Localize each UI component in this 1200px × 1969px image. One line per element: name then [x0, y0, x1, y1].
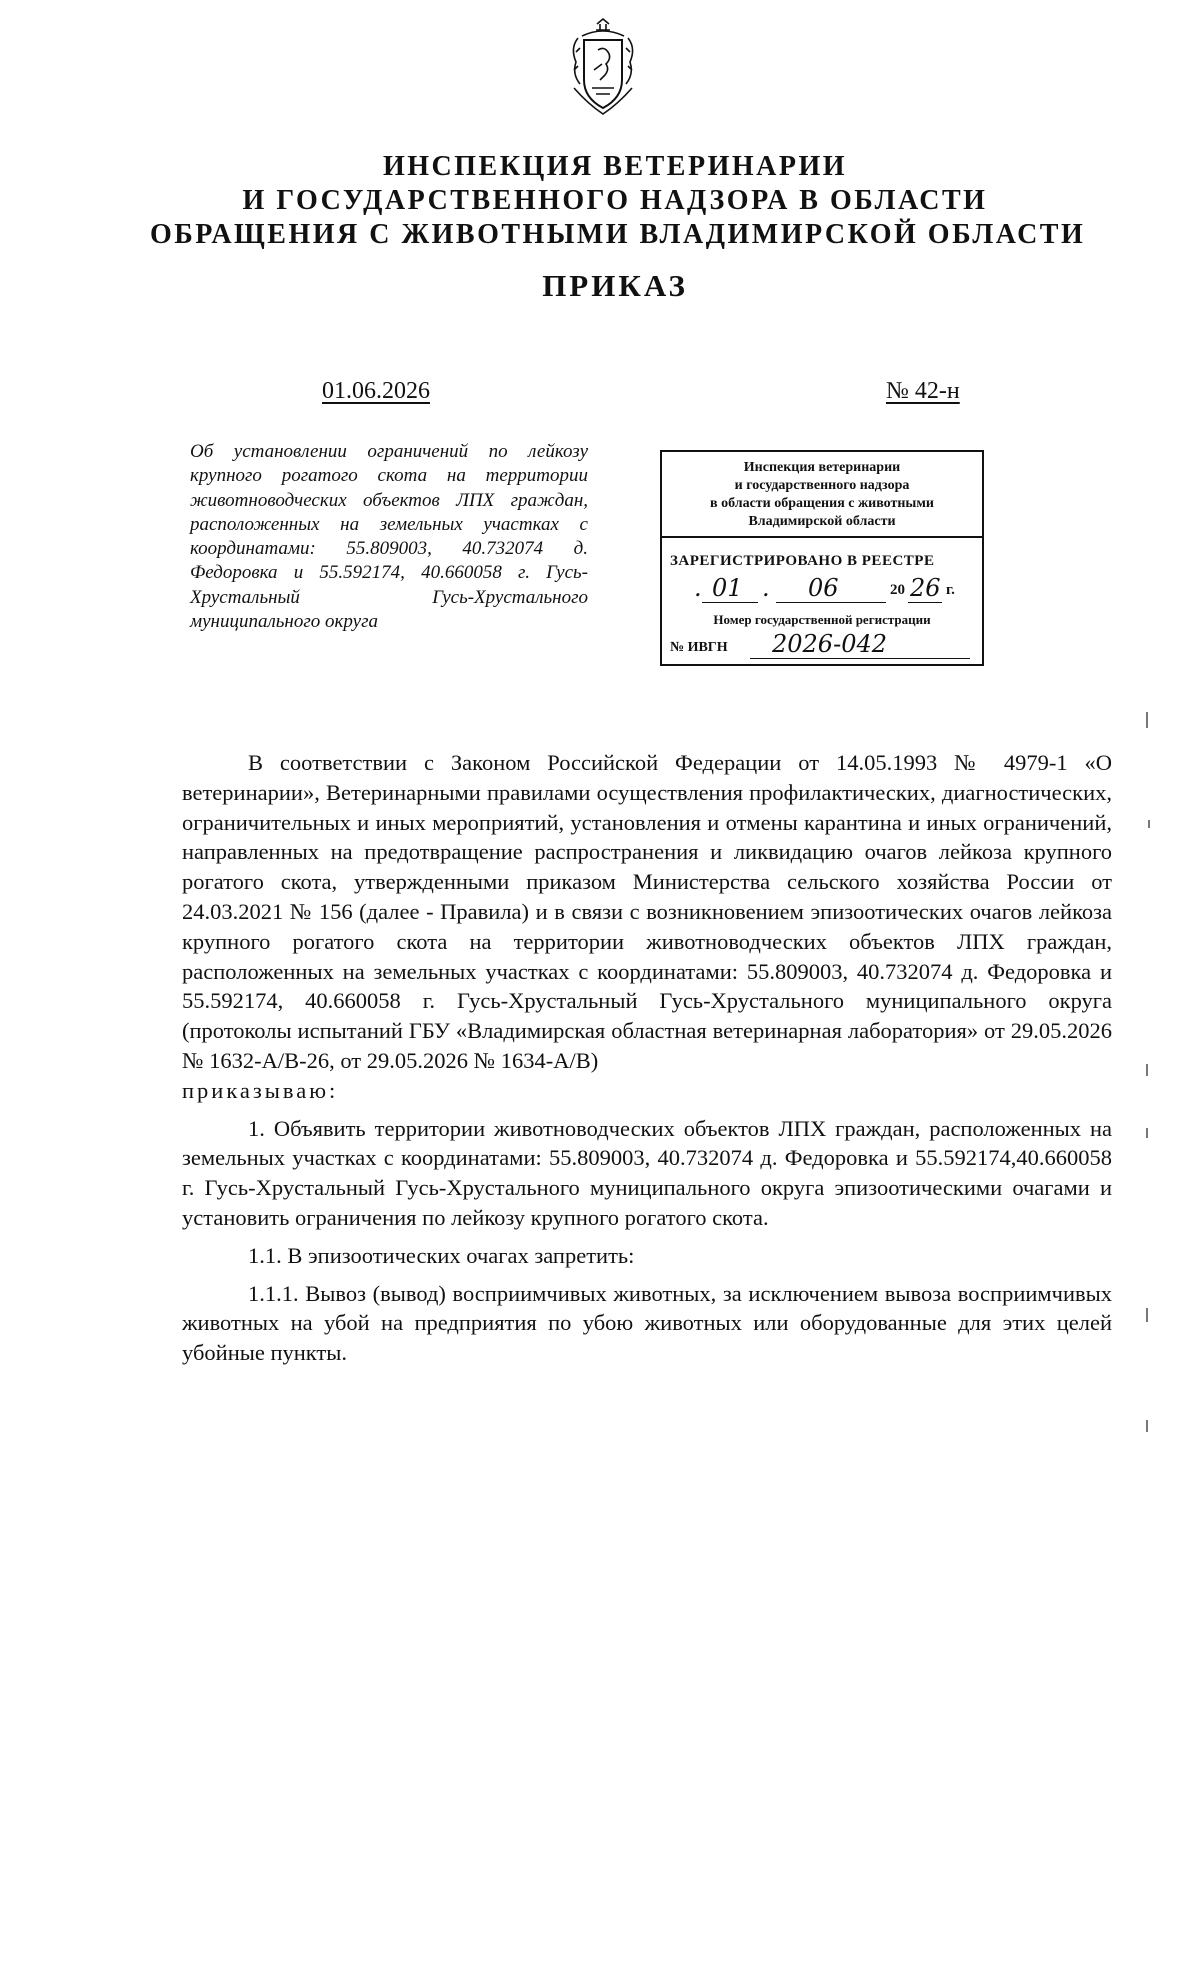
stamp-organization	[662, 452, 982, 538]
stamp-month: 06	[808, 574, 839, 602]
stamp-year-prefix: 20	[890, 582, 905, 598]
stamp-day: 01	[712, 574, 743, 602]
stamp-number-row	[662, 630, 982, 664]
body-item-1-1-1: 1.1.1. Вывоз (вывод) восприимчивых животных, за исключением вывоза восприимчивых животных на убой на предприятия по убою животных или оборудованные для этих целей убойные пункты.	[182, 1280, 1112, 1366]
stamp-organization-line: Владимирской области	[748, 514, 896, 529]
stamp-organization-line: в области обращения с животными	[710, 496, 934, 511]
stamp-date-dot: .	[762, 574, 770, 602]
scan-mark	[1146, 1420, 1148, 1432]
stamp-date-dot: .	[694, 574, 702, 602]
organization-line: ОБРАЩЕНИЯ С ЖИВОТНЫМИ ВЛАДИМИРСКОЙ ОБЛАСТИ	[150, 219, 1086, 250]
stamp-number-label: Номер государственной регистрации	[713, 612, 931, 627]
scan-mark	[1146, 712, 1148, 728]
registration-stamp	[660, 450, 984, 666]
body-order-word: приказываю:	[182, 1077, 339, 1103]
body-item-1-1: 1.1. В эпизоотических очагах запретить:	[248, 1242, 635, 1268]
organization-line: И ГОСУДАРСТВЕННОГО НАДЗОРА В ОБЛАСТИ	[242, 185, 988, 216]
stamp-number-line	[750, 658, 970, 659]
body-preamble: В соответствии с Законом Российской Федерации от 14.05.1993 № 4979-1 «О ветеринарии», Ветеринарными правилами осуществления профилактических, диагностических, ограничительных и иных мероприятий, установления и отмены карантина и иных ограничений, направленных на предотвращение распространения и ликвидацию очагов лейкоза крупного рогатого скота, утвержденными приказом Министерства сельского хозяйства России от 24.03.2021 № 156 (далее - Правила) и в связи с возникновением эпизоотических очагов лейкоза крупного рогатого скота на территории животноводческих объектов ЛПХ граждан, расположенных на земельных участках с координатами: 55.809003, 40.732074 д. Федоровка и 55.592174, 40.660058 г. Гусь-Хрустальный Гусь-Хрустального муниципального округа (протоколы испытаний ГБУ «Владимирская областная ветеринарная лаборатория» от 29.05.2026 № 1632-А/В-26, от 29.05.2026 № 1634-А/В)	[182, 750, 1112, 1073]
stamp-date-row	[662, 576, 982, 606]
scan-mark	[1148, 820, 1150, 828]
document-type: ПРИКАЗ	[542, 268, 688, 303]
stamp-year-line	[908, 602, 942, 603]
document-number: № 42-н	[886, 378, 960, 404]
stamp-organization-line: Инспекция ветеринарии	[743, 460, 901, 475]
stamp-day-line	[702, 602, 758, 603]
document-body	[182, 748, 1112, 1368]
stamp-number-prefix: № ИВГН	[670, 640, 728, 655]
stamp-year-unit: г.	[946, 582, 955, 598]
scan-mark	[1146, 1128, 1148, 1138]
scan-mark	[1146, 1308, 1148, 1322]
stamp-month-line	[776, 602, 886, 603]
coat-of-arms-emblem	[568, 18, 638, 118]
stamp-registered-label: ЗАРЕГИСТРИРОВАНО В РЕЕСТРЕ	[670, 553, 935, 569]
body-item-1: 1. Объявить территории животноводческих объектов ЛПХ граждан, расположенных на земельных участках с координатами: 55.809003, 40.732074 д. Федоровка и 55.592174,40.660058 г. Гусь-Хрустальный Гусь-Хрустального муниципального округа эпизоотическими очагами и установить ограничения по лейкозу крупного рогатого скота.	[182, 1115, 1112, 1230]
document-subject: Об установлении ограничений по лейкозу крупного рогатого скота на территории животноводческих объектов ЛПХ граждан, расположенных на земельных участках с координатами: 55.809003, 40.732074 д. Федоровка и 55.592174, 40.660058 г. Гусь-Хрустальный Гусь-Хрустального муниципального округа	[190, 441, 588, 633]
organization-name	[150, 150, 1086, 252]
stamp-number-value: 2026-042	[772, 630, 887, 658]
stamp-year-suffix: 26	[910, 574, 941, 602]
stamp-organization-line: и государственного надзора	[734, 478, 910, 493]
organization-line: ИНСПЕКЦИЯ ВЕТЕРИНАРИИ	[382, 151, 848, 182]
document-date: 01.06.2026	[322, 378, 430, 404]
scan-mark	[1146, 1064, 1148, 1076]
